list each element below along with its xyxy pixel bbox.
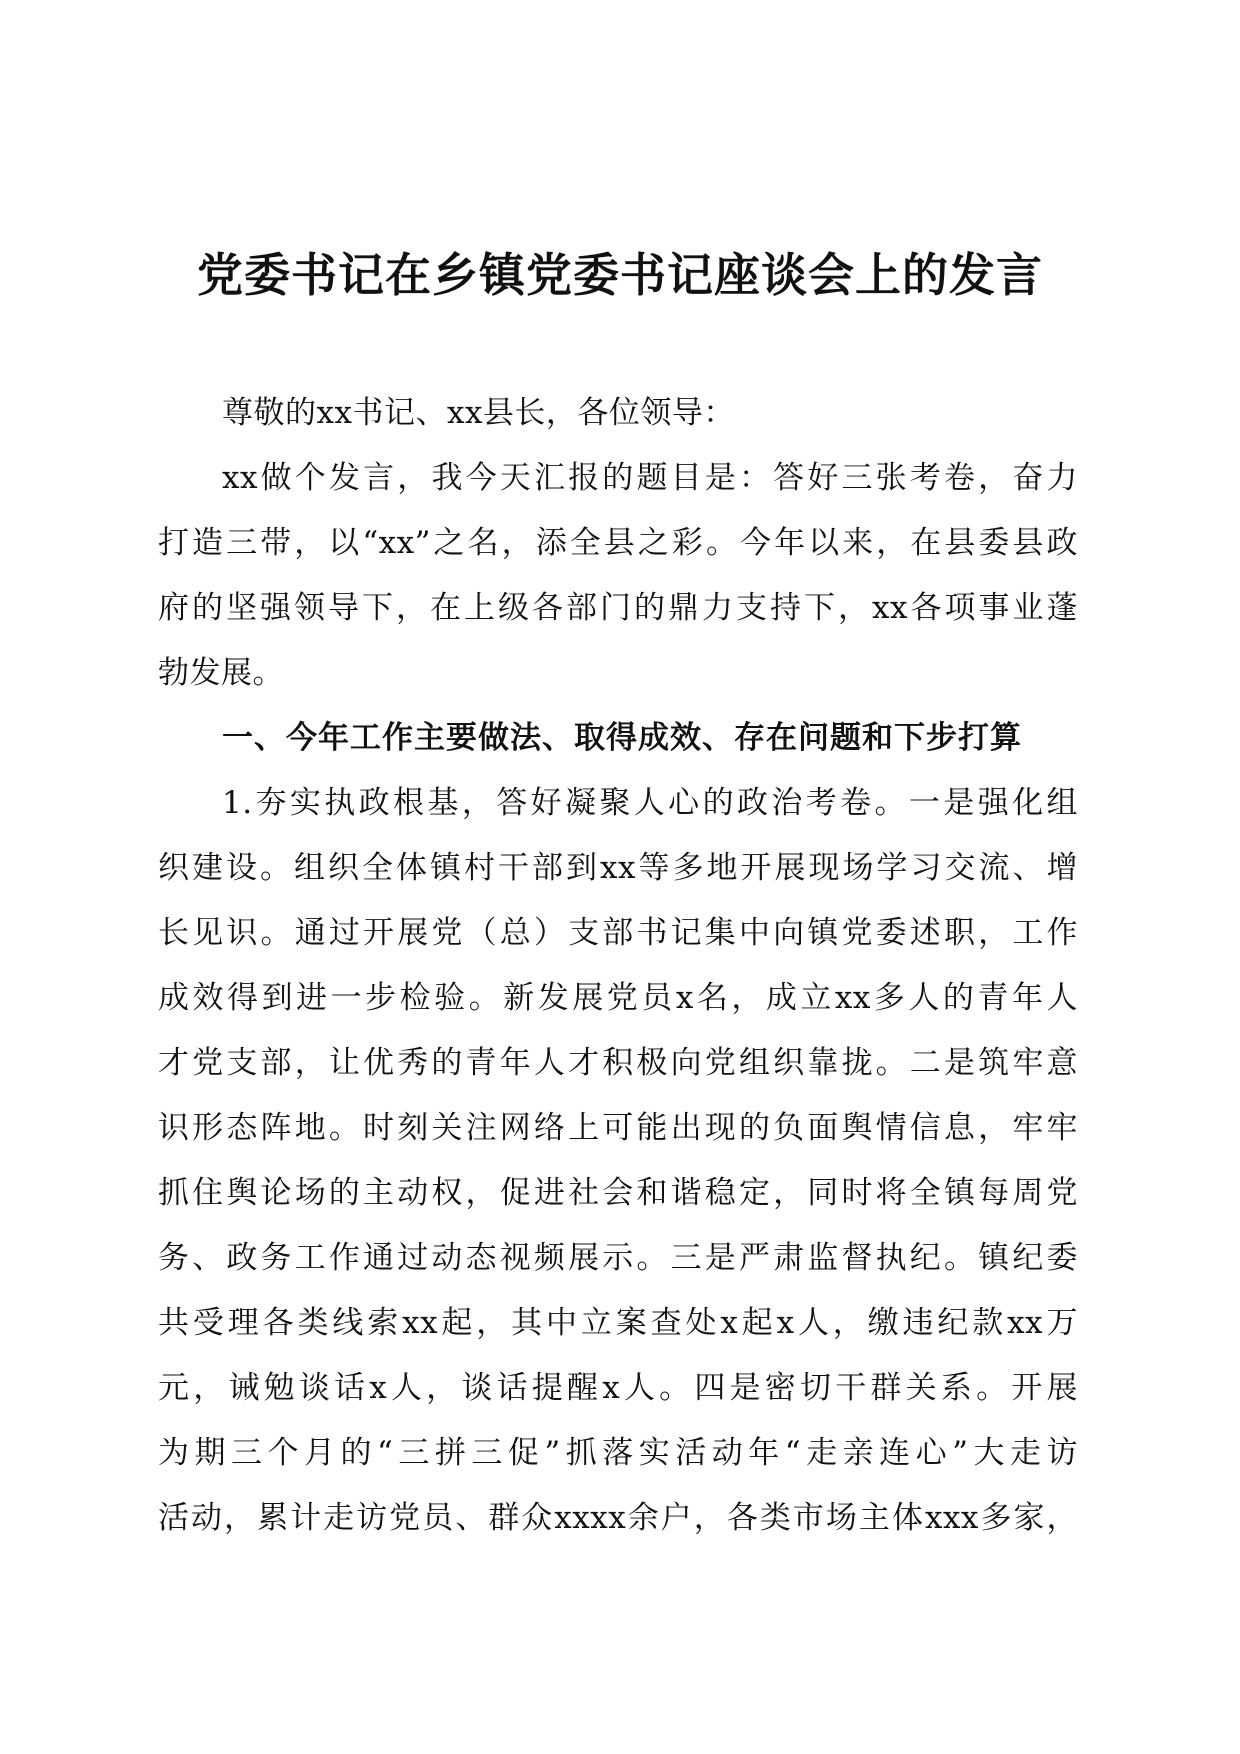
section-heading: 一、今年工作主要做法、取得成效、存在问题和下步打算 [222, 720, 1022, 756]
paragraph-1-line: xx做个发言，我今天汇报的题目是：答好三张考卷，奋力 [222, 460, 1078, 496]
paragraph-1-line: 勃发展。 [158, 655, 284, 691]
paragraph-1-line: 打造三带，以“xx”之名，添全县之彩。今年以来，在县委县政 [158, 525, 1078, 561]
paragraph-2-line: 成效得到进一步检验。新发展党员x名，成立xx多人的青年人 [158, 980, 1078, 1016]
paragraph-2-line: 才党支部，让优秀的青年人才积极向党组织靠拢。二是筑牢意 [158, 1045, 1078, 1081]
paragraph-2-line: 务、政务工作通过动态视频展示。三是严肃监督执纪。镇纪委 [158, 1240, 1078, 1276]
document-body [158, 381, 1078, 1551]
paragraph-2-line: 共受理各类线索xx起，其中立案查处x起x人，缴违纪款xx万 [158, 1305, 1078, 1341]
paragraph-2-line: 1.夯实执政根基，答好凝聚人心的政治考卷。一是强化组 [222, 785, 1078, 821]
paragraph-2-line: 抓住舆论场的主动权，促进社会和谐稳定，同时将全镇每周党 [158, 1175, 1078, 1211]
paragraph-2-line: 活动，累计走访党员、群众xxxx余户，各类市场主体xxx多家， [158, 1500, 1078, 1536]
paragraph-2-line: 元，诫勉谈话x人，谈话提醒x人。四是密切干群关系。开展 [158, 1370, 1078, 1406]
paragraph-2-line: 为期三个月的“三拼三促”抓落实活动年“走亲连心”大走访 [158, 1435, 1078, 1471]
salutation: 尊敬的xx书记、xx县长，各位领导： [222, 395, 735, 431]
paragraph-2-line: 识形态阵地。时刻关注网络上可能出现的负面舆情信息，牢牢 [158, 1110, 1078, 1146]
document-title: 党委书记在乡镇党委书记座谈会上的发言 [197, 248, 1043, 302]
paragraph-1-line: 府的坚强领导下，在上级各部门的鼎力支持下，xx各项事业蓬 [158, 590, 1078, 626]
paragraph-2-line: 织建设。组织全体镇村干部到xx等多地开展现场学习交流、增 [158, 850, 1078, 886]
paragraph-2-line: 长见识。通过开展党（总）支部书记集中向镇党委述职，工作 [158, 915, 1078, 951]
